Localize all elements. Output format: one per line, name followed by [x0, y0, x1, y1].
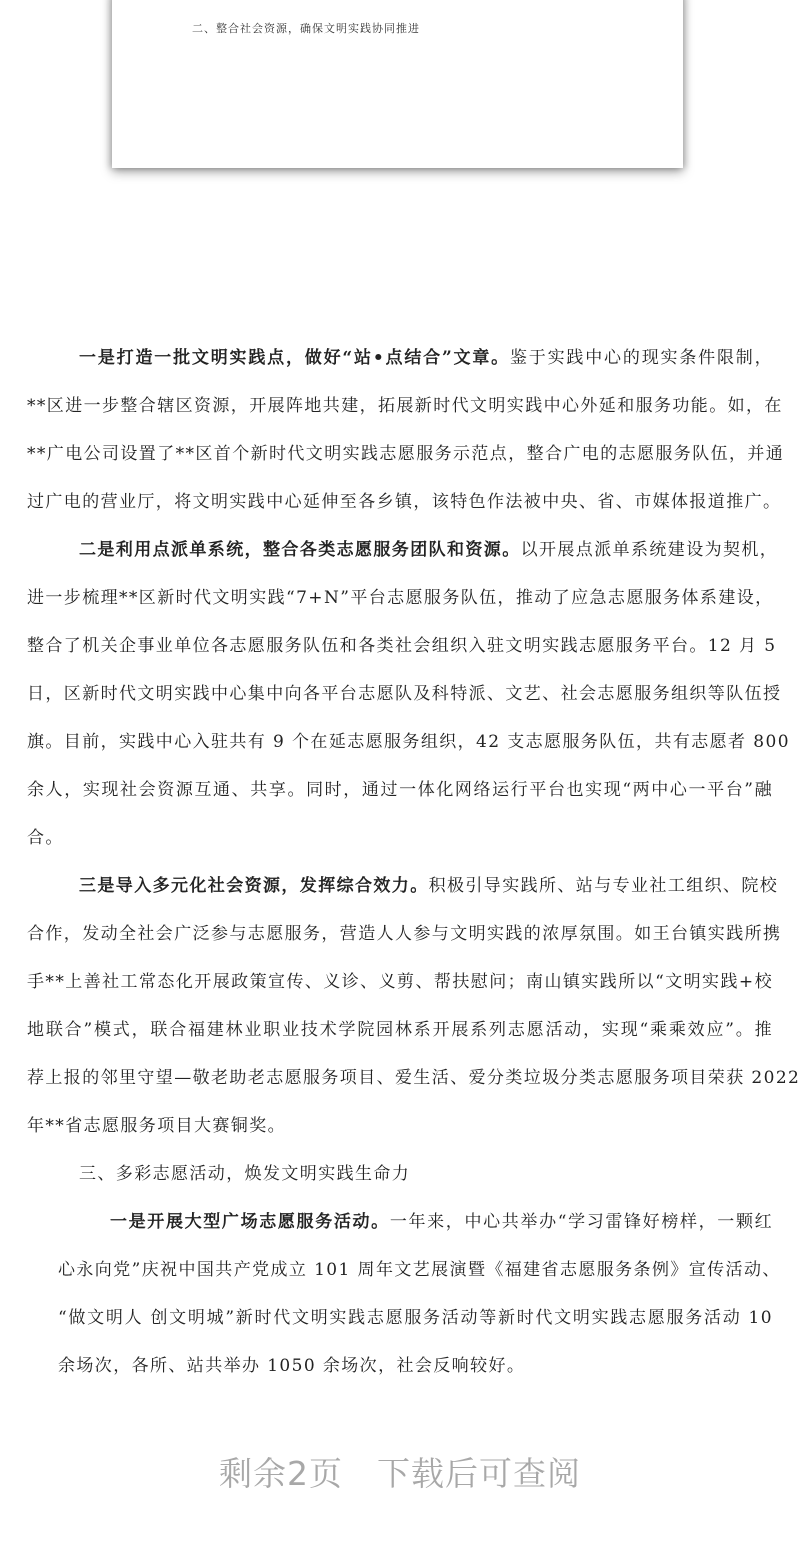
text-line — [58, 1346, 773, 1394]
text-line — [27, 482, 782, 530]
paragraph-lead: 一是开展大型广场志愿服务活动。 — [110, 1212, 390, 1232]
line-text: 合。 — [27, 828, 64, 848]
paragraph — [27, 338, 785, 530]
text-line — [27, 434, 785, 482]
line-text: 地联合”模式，联合福建林业职业技术学院园林系开展系列志愿活动，实现“乘乘效应”。推 — [27, 1020, 773, 1040]
preview-section-heading: 二、整合社会资源，确保文明实践协同推进 — [192, 22, 420, 35]
text-line — [27, 818, 773, 866]
text-line — [27, 386, 783, 434]
paragraph-lead: 三是导入多元化社会资源，发挥综合效力。 — [79, 876, 429, 896]
line-text: 余人，实现社会资源互通、共享。同时，通过一体化网络运行平台也实现“两中心一平台”融 — [27, 780, 773, 800]
line-text: 整合了机关企事业单位各志愿服务队伍和各类社会组织入驻文明实践志愿服务平台。12 月 5 — [27, 636, 777, 656]
text-line — [27, 1106, 773, 1154]
line-text: 年**省志愿服务项目大赛铜奖。 — [27, 1116, 286, 1136]
text-line — [27, 866, 779, 914]
download-prompt[interactable] — [0, 1448, 800, 1495]
paragraph-lead: 一是打造一批文明实践点，做好“站•点结合”文章。 — [79, 348, 510, 368]
section-heading: 三、多彩志愿活动，焕发文明实践生命力 — [79, 1164, 411, 1184]
line-text: 心永向党”庆祝中国共产党成立 101 周年文艺展演暨《福建省志愿服务条例》宣传活动、 — [58, 1260, 781, 1280]
text-line — [27, 1058, 800, 1106]
text-line — [27, 770, 773, 818]
line-text: 荐上报的邻里守望—敬老助老志愿服务项目、爱生活、爱分类垃圾分类志愿服务项目荣获 2022 — [27, 1068, 800, 1088]
text-line — [27, 338, 773, 386]
line-text: “做文明人 创文明城”新时代文明实践志愿服务活动等新时代文明实践志愿服务活动 10 — [58, 1308, 773, 1328]
line-text: 进一步梳理**区新时代文明实践“7+N”平台志愿服务队伍，推动了应急志愿服务体系建设， — [27, 588, 774, 608]
text-line — [27, 674, 782, 722]
document-body — [27, 338, 800, 1394]
line-text: 过广电的营业厅，将文明实践中心延伸至各乡镇，该特色作法被中央、省、市媒体报道推广。 — [27, 492, 782, 512]
paragraph — [27, 530, 790, 866]
line-text: 积极引导实践所、站与专业社工组织、院校 — [428, 876, 779, 896]
line-text: 一年来，中心共举办“学习雷锋好榜样，一颗红 — [389, 1212, 774, 1232]
text-line — [27, 626, 777, 674]
text-line — [58, 1202, 773, 1250]
line-text: 合作，发动全社会广泛参与志愿服务，营造人人参与文明实践的浓厚氛围。如王台镇实践所携 — [27, 924, 782, 944]
text-line — [58, 1250, 781, 1298]
line-text: 日，区新时代文明实践中心集中向各平台志愿队及科特派、文艺、社会志愿服务组织等队伍授 — [27, 684, 782, 704]
line-text: 手**上善社工常态化开展政策宣传、义诊、义剪、帮扶慰问；南山镇实践所以“文明实践+校 — [27, 972, 773, 992]
text-line — [27, 962, 773, 1010]
line-text: **广电公司设置了**区首个新时代文明实践志愿服务示范点，整合广电的志愿服务队伍，并通 — [27, 444, 785, 464]
paragraph-lead: 二是利用点派单系统，整合各类志愿服务团队和资源。 — [79, 540, 521, 560]
line-text: 余场次，各所、站共举办 1050 余场次，社会反响较好。 — [58, 1356, 526, 1376]
text-line — [58, 1298, 773, 1346]
line-text: 旗。目前，实践中心入驻共有 9 个在延志愿服务组织，42 支志愿服务队伍，共有志愿者 800 — [27, 732, 790, 752]
download-hint-text: 下载后可查阅 — [377, 1454, 581, 1493]
text-line — [27, 530, 779, 578]
text-line — [27, 914, 782, 962]
line-text: 以开展点派单系统建设为契机， — [520, 540, 779, 560]
document-preview-card — [112, 0, 683, 168]
text-line — [27, 578, 773, 626]
paragraph — [27, 866, 800, 1154]
remaining-pages-text: 剩余2页 — [219, 1454, 343, 1493]
text-line — [27, 1010, 773, 1058]
line-text: **区进一步整合辖区资源，开展阵地共建，拓展新时代文明实践中心外延和服务功能。如，在 — [27, 396, 783, 416]
text-line — [27, 722, 790, 770]
line-text: 鉴于实践中心的现实条件限制， — [509, 348, 773, 368]
paragraph — [58, 1202, 781, 1394]
